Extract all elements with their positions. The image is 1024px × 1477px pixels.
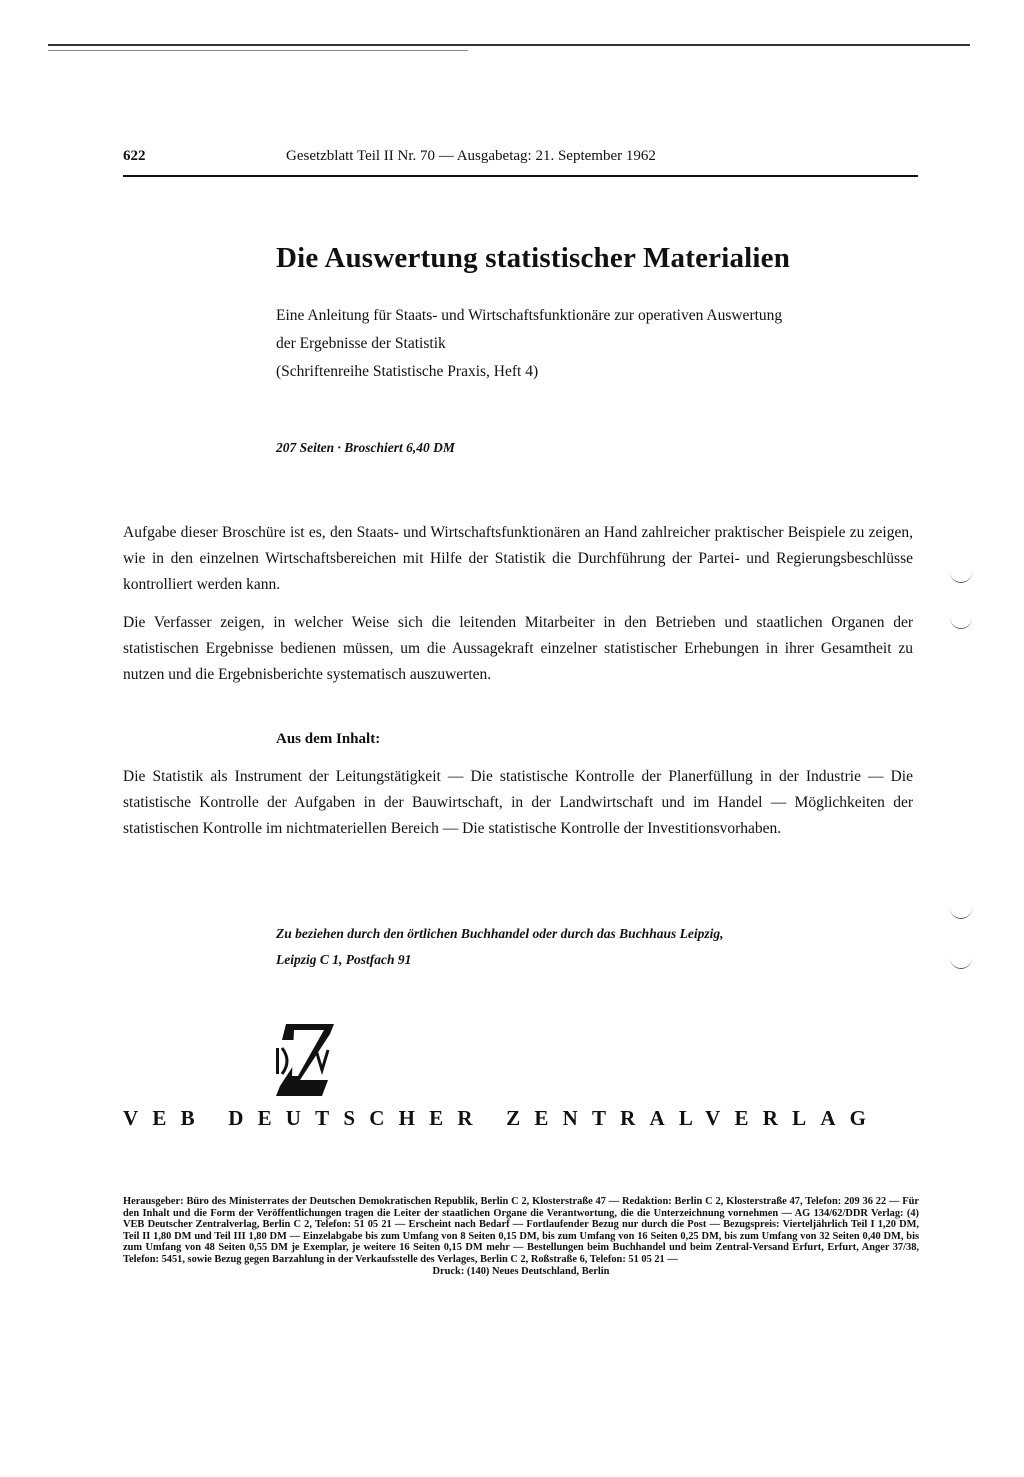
contents-text: Die Statistik als Instrument der Leitungstätigkeit — Die statistische Kontrolle der Planerfüllung in der Industrie — Die statistische Kontrolle der Aufgaben in der Bauwirtschaft, in der Landwirtschaft und im Handel — Möglichkeiten der statistischen Kontrolle im nichtmateriellen Bereich — Die statistische Kontrolle der Investitionsvorhaben.	[123, 768, 913, 837]
subtitle-line: der Ergebnisse der Statistik	[276, 335, 446, 352]
book-subtitle	[276, 302, 916, 386]
book-title: Die Auswertung statistischer Materialien	[276, 242, 791, 274]
imprint-print: Druck: (140) Neues Deutschland, Berlin	[432, 1265, 610, 1277]
order-info	[276, 921, 916, 973]
header-rule	[123, 175, 918, 177]
margin-mark	[950, 572, 972, 583]
header-text: Gesetzblatt Teil II Nr. 70 — Ausgabetag: 21. September 1962	[286, 148, 656, 164]
imprint-text: Herausgeber: Büro des Ministerrates der Deutschen Demokratischen Republik, Berlin C 2, Klosterstraße 47 — Redaktion: Berlin C 2, Klosterstraße 47, Telefon: 209 36 22 — Für den Inhalt und die Form der Veröffentlichungen tragen die Leiter der staatlichen Organe die Verantwortung, die die Unterzeichnung vornehmen — AG 134/62/DDR Verlag: (4) VEB Deutscher Zentralverlag, Berlin C 2, Telefon: 51 05 21 — Erscheint nach Bedarf — Fortlaufender Bezug nur durch die Post — Bezugspreis: Vierteljährlich Teil I 1,20 DM, Teil II 1,80 DM und Teil III 1,80 DM — Einzelabgabe bis zum Umfang von 8 Seiten 0,15 DM, bis zum Umfang von 16 Seiten 0,25 DM, bis zum Umfang von 32 Seiten 0,40 DM, bis zum Umfang von 48 Seiten 0,55 DM je Exemplar, je weitere 16 Seiten 0,15 DM mehr — Bestellungen beim Buchhandel und beim Zentral-Versand Erfurt, Erfurt, Anger 37/38, Telefon: 5451, sowie Bezug gegen Barzahlung in der Verkaufsstelle des Verlages, Berlin C 2, Roßstraße 6, Telefon: 51 05 21 —	[123, 1196, 919, 1265]
margin-mark	[950, 908, 972, 919]
publisher-logo	[272, 1020, 338, 1100]
margin-mark	[950, 958, 972, 969]
scan-top-rule-faint	[48, 50, 468, 51]
contents-heading: Aus dem Inhalt:	[276, 731, 381, 747]
book-meta: 207 Seiten · Broschiert 6,40 DM	[276, 440, 455, 455]
scan-top-rule	[48, 44, 970, 46]
order-line: Zu beziehen durch den örtlichen Buchhandel oder durch das Buchhaus Leipzig,	[276, 926, 724, 941]
description-paragraph-2: Die Verfasser zeigen, in welcher Weise sich die leitenden Mitarbeiter in den Betrieben und staatlichen Organen der statistischen Ergebnisse bedienen müssen, um die Aussagekraft einzelner statistischer Erhebungen in ihrer Gesamtheit zu nutzen und die Ergebnisberichte systematisch auszuwerten.	[123, 614, 913, 683]
margin-mark	[950, 618, 972, 629]
description-paragraph-1: Aufgabe dieser Broschüre ist es, den Staats- und Wirtschaftsfunktionären an Hand zahlreicher praktischer Beispiele zu zeigen, wie in den einzelnen Wirtschaftsbereichen mit Hilfe der Statistik die Durchführung der Partei- und Regierungsbeschlüsse kontrolliert werden kann.	[123, 524, 913, 593]
page-number: 622	[123, 148, 146, 164]
publisher-name: VEB DEUTSCHER ZENTRALVERLAG	[123, 1106, 881, 1130]
order-line: Leipzig C 1, Postfach 91	[276, 952, 412, 967]
page-header	[123, 148, 918, 178]
subtitle-line: Eine Anleitung für Staats- und Wirtschaftsfunktionäre zur operativen Auswertung	[276, 307, 783, 324]
imprint	[123, 1196, 919, 1277]
subtitle-line: (Schriftenreihe Statistische Praxis, Heft 4)	[276, 363, 539, 380]
